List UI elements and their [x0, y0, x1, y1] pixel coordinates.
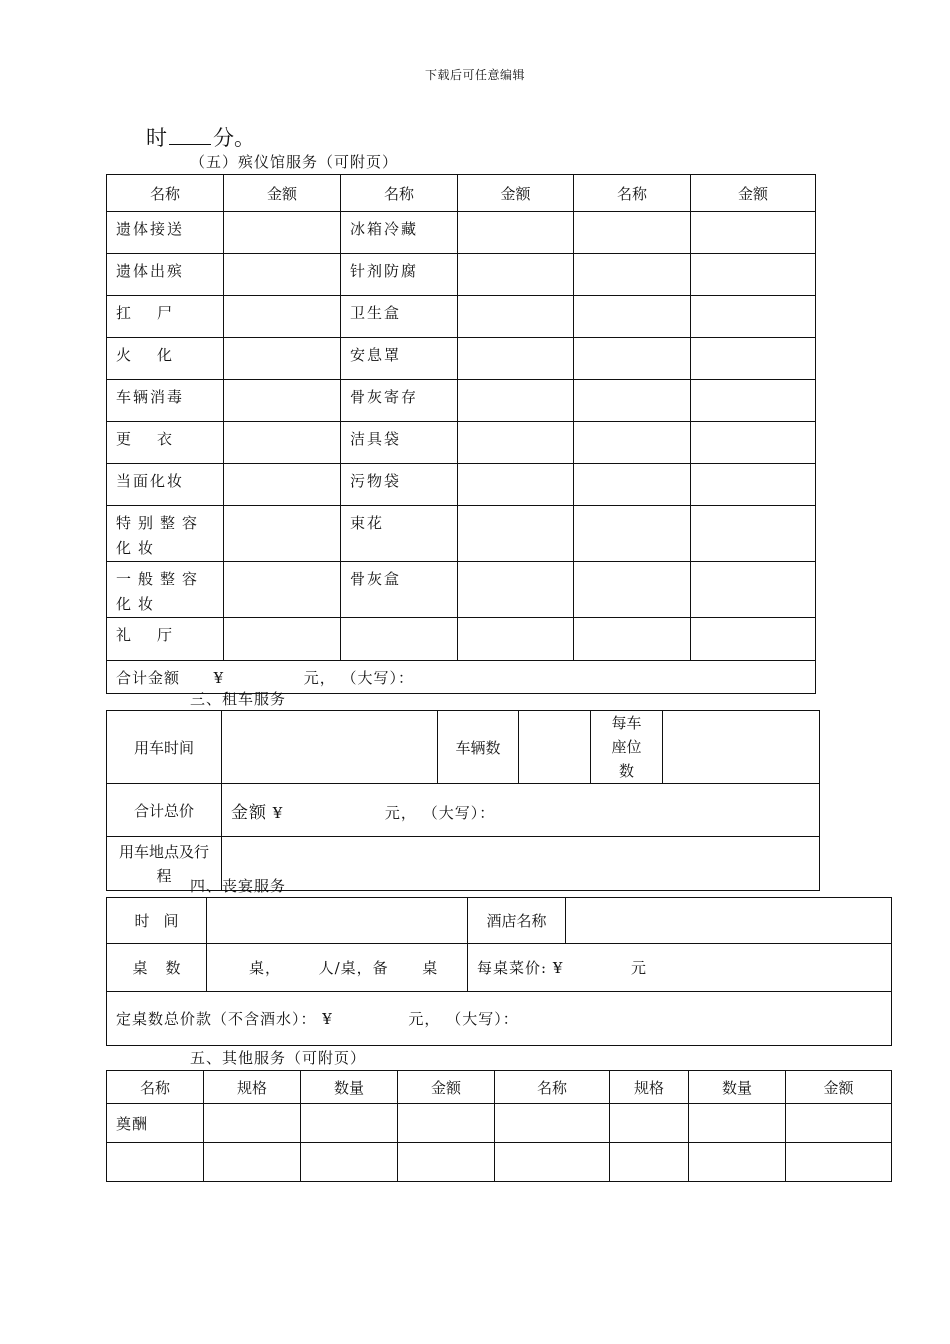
car-row-2 [107, 784, 820, 837]
spare-unit: 桌 [422, 959, 439, 977]
amount-cell[interactable] [786, 1104, 892, 1143]
daxie-label: （大写）： [341, 668, 414, 687]
amount-cell[interactable] [458, 296, 574, 338]
car-section-title: 三、租车服务 [190, 690, 287, 708]
amount-cell[interactable] [224, 338, 341, 380]
service-name: 污物袋 [341, 464, 458, 506]
other-section-title: 五、其他服务（可附页） [190, 1049, 367, 1067]
amount-cell[interactable] [691, 506, 816, 562]
per-table-label: 人/桌，备 [318, 959, 389, 977]
service-name [107, 618, 224, 661]
table-row [107, 296, 816, 338]
spread-label [116, 301, 174, 326]
banquet-row-3 [107, 992, 892, 1046]
banquet-total-cell[interactable] [107, 992, 892, 1046]
banquet-row-2 [107, 944, 892, 992]
char: 礼 [116, 626, 134, 644]
service-name: 一般整容化妆 [107, 562, 224, 618]
other-services-table [106, 1070, 892, 1182]
table-row [107, 1143, 892, 1182]
header-name-1: 名称 [107, 175, 224, 212]
amount-cell[interactable] [224, 464, 341, 506]
car-count-value[interactable] [519, 711, 591, 784]
table-row [107, 254, 816, 296]
spec-cell[interactable] [610, 1143, 689, 1182]
car-total-label: 合计总价 [107, 784, 222, 837]
car-row-1 [107, 711, 820, 784]
char: 数 [165, 959, 181, 977]
amount-cell[interactable] [691, 464, 816, 506]
hotel-value[interactable] [566, 898, 892, 944]
car-rental-table [106, 710, 820, 891]
table-row [107, 422, 816, 464]
amount-cell[interactable] [224, 380, 341, 422]
name-cell[interactable] [574, 296, 691, 338]
time-prefix: 时 [146, 126, 167, 150]
char: 火 [116, 346, 134, 364]
banquet-row-1 [107, 898, 892, 944]
header-amount-3: 金额 [691, 175, 816, 212]
amount-cell[interactable] [458, 422, 574, 464]
header-amount-2: 金额 [458, 175, 574, 212]
char: 尸 [156, 304, 174, 322]
amount-cell[interactable] [691, 422, 816, 464]
amount-cell[interactable] [691, 338, 816, 380]
daxie-label: （大写）： [422, 803, 496, 822]
banquet-section-title: 四、丧宴服务 [190, 877, 287, 895]
time-suffix: 分。 [213, 126, 255, 150]
service-name: 遗体出殡 [107, 254, 224, 296]
currency-symbol: ¥ [213, 668, 225, 687]
char: 衣 [156, 430, 174, 448]
service-name [107, 422, 224, 464]
name-cell[interactable] [574, 562, 691, 618]
amount-label: 金额 [231, 802, 267, 823]
amount-cell[interactable] [224, 254, 341, 296]
amount-cell[interactable] [224, 212, 341, 254]
service-name: 洁具袋 [341, 422, 458, 464]
car-route-value[interactable] [222, 837, 820, 891]
price-yuan: 元 [630, 959, 647, 977]
service-name: 骨灰盒 [341, 562, 458, 618]
table-row [107, 506, 816, 562]
funeral-services-table [106, 174, 816, 694]
spec-cell[interactable] [204, 1104, 301, 1143]
service-name: 安息罩 [341, 338, 458, 380]
char: 厅 [156, 626, 174, 644]
car-seat-value[interactable] [663, 711, 820, 784]
amount-cell[interactable] [786, 1143, 892, 1182]
qty-cell[interactable] [689, 1143, 786, 1182]
amount-cell[interactable] [691, 296, 816, 338]
name-cell[interactable] [341, 618, 458, 661]
header-spec-2: 规格 [610, 1071, 689, 1104]
header-name-1: 名称 [107, 1071, 204, 1104]
table-row [107, 212, 816, 254]
table-row [107, 338, 816, 380]
name-cell[interactable] [495, 1104, 610, 1143]
spread-label [116, 623, 174, 648]
header-amount-1: 金额 [224, 175, 341, 212]
amount-cell[interactable] [398, 1104, 495, 1143]
car-time-value[interactable] [222, 711, 438, 784]
amount-cell[interactable] [458, 618, 574, 661]
banquet-table [106, 897, 892, 1046]
char: 间 [163, 912, 179, 930]
qty-cell[interactable] [301, 1143, 398, 1182]
service-name [107, 296, 224, 338]
name-cell[interactable] [574, 464, 691, 506]
name-cell[interactable] [574, 506, 691, 562]
header-name-2: 名称 [341, 175, 458, 212]
banquet-total-currency: ¥ [322, 1010, 333, 1028]
service-name: 特别整容化妆 [107, 506, 224, 562]
spec-cell[interactable] [204, 1143, 301, 1182]
yuan-label: 元， [303, 668, 336, 687]
time-blank[interactable] [169, 126, 211, 145]
char: 时 [134, 912, 150, 930]
hotel-label: 酒店名称 [468, 898, 566, 944]
funeral-section-title: （五）殡仪馆服务（可附页） [190, 153, 399, 171]
price-currency: ¥ [552, 959, 564, 977]
tables-value[interactable] [207, 944, 468, 992]
page-header: 下载后可任意编辑 [424, 68, 525, 82]
car-time-label: 用车时间 [107, 711, 222, 784]
time-line [146, 122, 255, 152]
table-row [107, 380, 816, 422]
spread-label [116, 427, 174, 452]
char: 扛 [116, 304, 134, 322]
amount-cell[interactable] [458, 338, 574, 380]
amount-cell[interactable] [691, 562, 816, 618]
header-name-2: 名称 [495, 1071, 610, 1104]
banquet-time-value[interactable] [207, 898, 468, 944]
name-cell[interactable] [574, 380, 691, 422]
price-label: 每桌菜价: [477, 959, 548, 977]
service-name: 骨灰寄存 [341, 380, 458, 422]
name-cell[interactable] [107, 1143, 204, 1182]
amount-cell[interactable] [691, 380, 816, 422]
header-qty-2: 数量 [689, 1071, 786, 1104]
spec-cell[interactable] [610, 1104, 689, 1143]
total-label: 合计金额 [116, 668, 181, 687]
car-seat-label: 每车座位数 [591, 711, 663, 784]
banquet-total-daxie: （大写）： [446, 1010, 519, 1028]
service-name: 针剂防腐 [341, 254, 458, 296]
amount-cell[interactable] [224, 506, 341, 562]
service-name: 冰箱冷藏 [341, 212, 458, 254]
header-qty-1: 数量 [301, 1071, 398, 1104]
header-name-3: 名称 [574, 175, 691, 212]
header-amount-2: 金额 [786, 1071, 892, 1104]
yuan-label: 元， [384, 803, 417, 822]
amount-cell[interactable] [458, 212, 574, 254]
amount-cell[interactable] [458, 254, 574, 296]
other-item-name: 奠酬 [107, 1104, 204, 1143]
service-name: 遗体接送 [107, 212, 224, 254]
qty-cell[interactable] [301, 1104, 398, 1143]
amount-cell[interactable] [224, 422, 341, 464]
char: 桌 [132, 959, 148, 977]
banquet-time-label [107, 898, 207, 944]
service-name: 当面化妆 [107, 464, 224, 506]
name-cell[interactable] [574, 422, 691, 464]
service-name [107, 338, 224, 380]
amount-cell[interactable] [691, 212, 816, 254]
service-name: 束花 [341, 506, 458, 562]
name-cell[interactable] [495, 1143, 610, 1182]
char: 化 [156, 346, 174, 364]
car-count-label: 车辆数 [438, 711, 519, 784]
spread-label [135, 910, 179, 931]
car-total-value[interactable] [222, 784, 820, 837]
table-row [107, 618, 816, 661]
table-row [107, 464, 816, 506]
other-header-row [107, 1071, 892, 1104]
amount-cell[interactable] [458, 464, 574, 506]
price-value[interactable] [468, 944, 892, 992]
amount-cell[interactable] [398, 1143, 495, 1182]
banquet-total-yuan: 元， [408, 1010, 441, 1028]
header-spec-1: 规格 [204, 1071, 301, 1104]
qty-cell[interactable] [689, 1104, 786, 1143]
amount-cell[interactable] [691, 254, 816, 296]
amount-cell[interactable] [458, 506, 574, 562]
spread-label [116, 343, 174, 368]
service-name: 卫生盒 [341, 296, 458, 338]
name-cell[interactable] [574, 618, 691, 661]
name-cell[interactable] [574, 254, 691, 296]
amount-cell[interactable] [458, 380, 574, 422]
table-row [107, 562, 816, 618]
spread-label [133, 957, 181, 978]
amount-cell[interactable] [224, 296, 341, 338]
tables-label [107, 944, 207, 992]
banquet-total-label: 定桌数总价款（不含酒水）： [116, 1010, 317, 1028]
amount-cell[interactable] [458, 562, 574, 618]
currency-symbol: ¥ [272, 803, 284, 822]
char: 更 [116, 430, 134, 448]
service-name: 车辆消毒 [107, 380, 224, 422]
name-cell[interactable] [574, 338, 691, 380]
amount-cell[interactable] [224, 618, 341, 661]
name-cell[interactable] [574, 212, 691, 254]
tables-unit: 桌， [249, 959, 282, 977]
header-amount-1: 金额 [398, 1071, 495, 1104]
amount-cell[interactable] [691, 618, 816, 661]
car-route-label: 用车地点及行程 [107, 837, 222, 891]
funeral-header-row [107, 175, 816, 212]
amount-cell[interactable] [224, 562, 341, 618]
table-row [107, 1104, 892, 1143]
